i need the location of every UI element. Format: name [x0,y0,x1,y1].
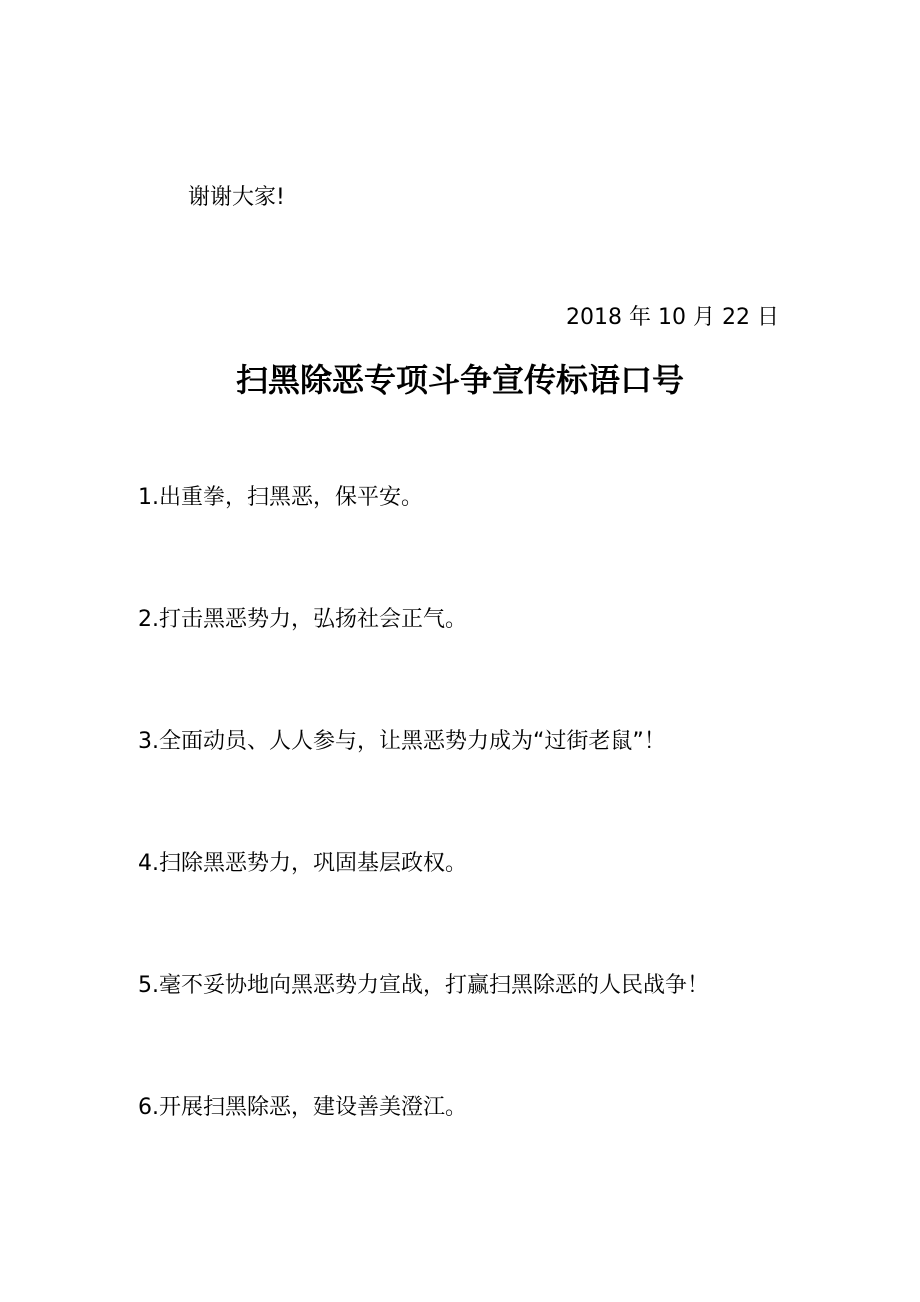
slogan-list [138,478,709,1210]
slogan-item-1: 1.出重拳，扫黑恶，保平安。 [138,485,423,510]
slogan-item-5: 5.毫不妥协地向黑恶势力宣战，打赢扫黑除恶的人民战争！ [138,973,709,998]
document-date: 2018 年 10 月 22 日 [566,305,779,330]
document-title: 扫黑除恶专项斗争宣传标语口号 [235,361,684,399]
slogan-item-4: 4.扫除黑恶势力，巩固基层政权。 [138,851,467,876]
slogan-item-3: 3.全面动员、人人参与，让黑恶势力成为“过街老鼠”！ [138,729,666,754]
slogan-item-2: 2.打击黑恶势力，弘扬社会正气。 [138,607,467,632]
closing-text: 谢谢大家! [188,185,285,210]
slogan-item-6: 6.开展扫黑除恶，建设善美澄江。 [138,1095,467,1120]
